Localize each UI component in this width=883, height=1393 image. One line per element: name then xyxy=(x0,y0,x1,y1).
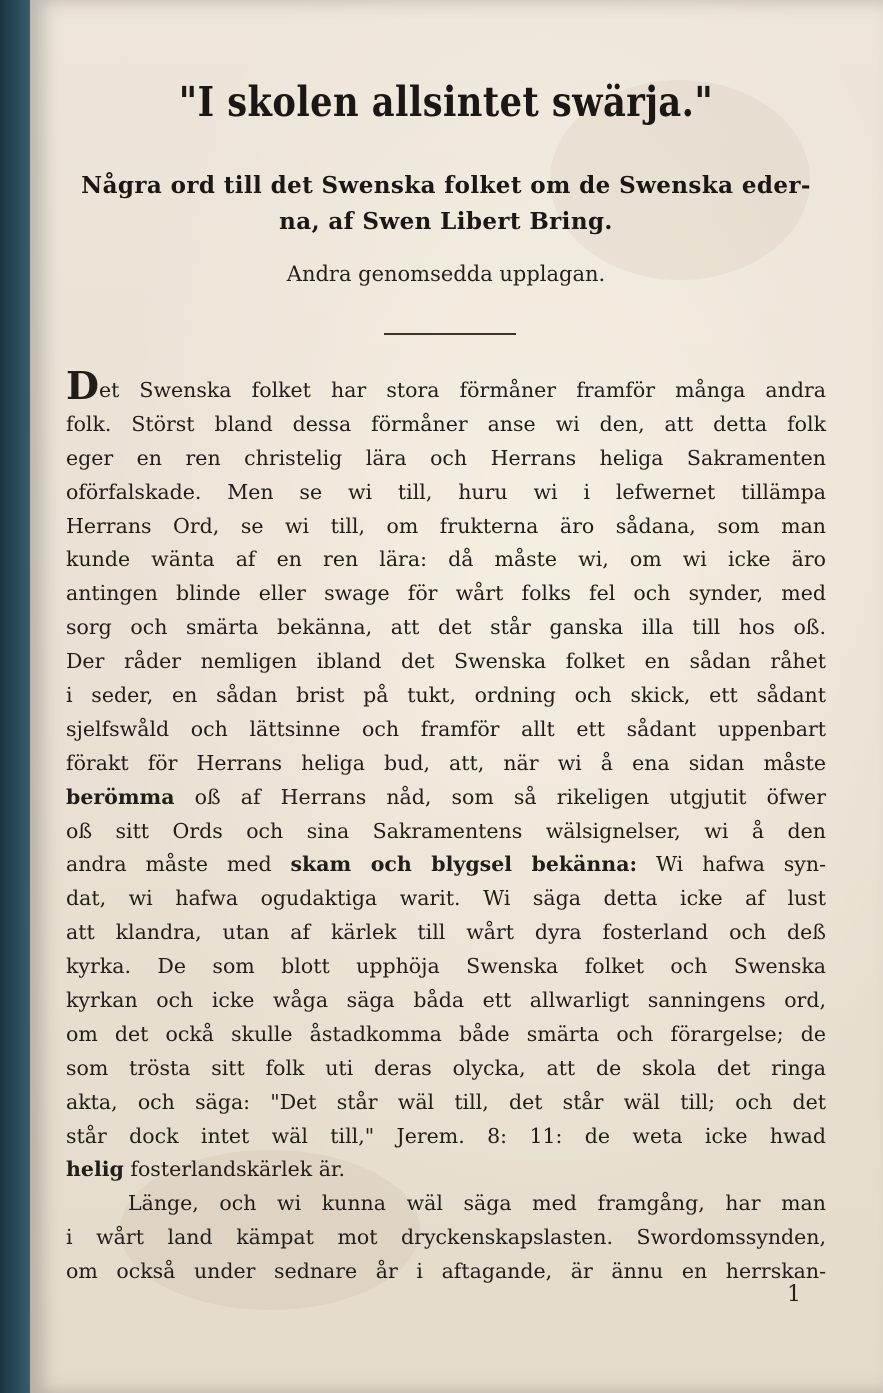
text-line: kunde wänta af en ren lära: då måste wi, om wi icke äro xyxy=(66,547,826,572)
text-line: i wårt land kämpat mot dryckenskapslasten. Swordomssynden, xyxy=(66,1225,826,1250)
text-line: om också under sednare år i aftagande, är ännu en herrskan- xyxy=(66,1259,826,1284)
drop-cap: D xyxy=(66,363,99,408)
subtitle xyxy=(66,168,826,240)
text-line-content: et Swenska folket har stora förmåner framför många andra xyxy=(98,378,826,402)
text-line xyxy=(66,1153,826,1187)
text-line xyxy=(66,848,826,882)
subtitle-line-1: Några ord till det Swenska folket om de Swenska eder- xyxy=(81,172,811,199)
text-line: oförfalskade. Men se wi till, huru wi i lefwernet tillämpa xyxy=(66,479,826,504)
page-number: 1 xyxy=(787,1282,801,1307)
text-line: sjelfswåld och lättsinne och framför allt ett sådant uppenbart xyxy=(66,716,826,741)
emphasis-text: berömma xyxy=(66,784,175,809)
text-line: om det ockå skulle åstadkomma både smärta och förargelse; de xyxy=(66,1021,826,1046)
text-line: dat, wi hafwa ogudaktiga warit. Wi säga detta icke af lust xyxy=(66,886,826,911)
text-line: Der råder nemligen ibland det Swenska folket en sådan råhet xyxy=(66,649,826,674)
text-line: som trösta sitt folk uti deras olycka, att de skola det ringa xyxy=(66,1055,826,1080)
text-line-content: andra måste med xyxy=(66,852,291,877)
text-line xyxy=(66,781,826,815)
text-line: oß sitt Ords och sina Sakramentens wälsignelser, wi å den xyxy=(66,818,826,843)
text-line: i seder, en sådan brist på tukt, ordning och skick, ett sådant xyxy=(66,683,826,708)
text-line-content: fosterlandskärlek är. xyxy=(123,1157,345,1182)
text-line: kyrka. De som blott upphöja Swenska folket och Swenska xyxy=(66,954,826,979)
text-line: Länge, och wi kunna wäl säga med framgång, har man xyxy=(128,1191,826,1216)
text-line xyxy=(66,363,826,408)
text-line: Herrans Ord, se wi till, om frukterna äro sådana, som man xyxy=(66,513,826,538)
text-line: sorg och smärta bekänna, att det står ganska illa till hos oß. xyxy=(66,615,826,640)
divider-rule xyxy=(384,333,516,335)
emphasis-text: skam och blygsel bekänna: xyxy=(290,852,638,877)
text-line: akta, och säga: "Det står wäl till, det står wäl till; och det xyxy=(66,1089,826,1114)
text-line-content: oß af Herrans nåd, som så rikeligen utgjutit öfwer xyxy=(174,784,826,809)
emphasis-text: helig xyxy=(66,1157,124,1182)
text-line: står dock intet wäl till," Jerem. 8: 11: de weta icke hwad xyxy=(66,1123,826,1148)
text-line: eger en ren christelig lära och Herrans heliga Sakramenten xyxy=(66,445,826,470)
text-line-content: Wi hafwa syn- xyxy=(637,852,827,877)
text-line: förakt för Herrans heliga bud, att, när wi å ena sidan måste xyxy=(66,750,826,775)
body-text xyxy=(66,363,827,1289)
edition-note: Andra genomsedda upplagan. xyxy=(286,262,606,286)
text-line: antingen blinde eller swage för wårt folks fel och synder, med xyxy=(66,581,826,606)
subtitle-line-2: na, af Swen Libert Bring. xyxy=(279,208,613,235)
text-line: folk. Störst bland dessa förmåner anse wi den, att detta folk xyxy=(66,411,826,436)
book-page xyxy=(30,0,883,1393)
page-title: "I skolen allsintet swärja." xyxy=(178,78,714,126)
text-line: kyrkan och icke wåga säga båda ett allwarligt sanningens ord, xyxy=(66,988,826,1013)
text-line: att klandra, utan af kärlek till wårt dyra fosterland och deß xyxy=(66,920,826,945)
